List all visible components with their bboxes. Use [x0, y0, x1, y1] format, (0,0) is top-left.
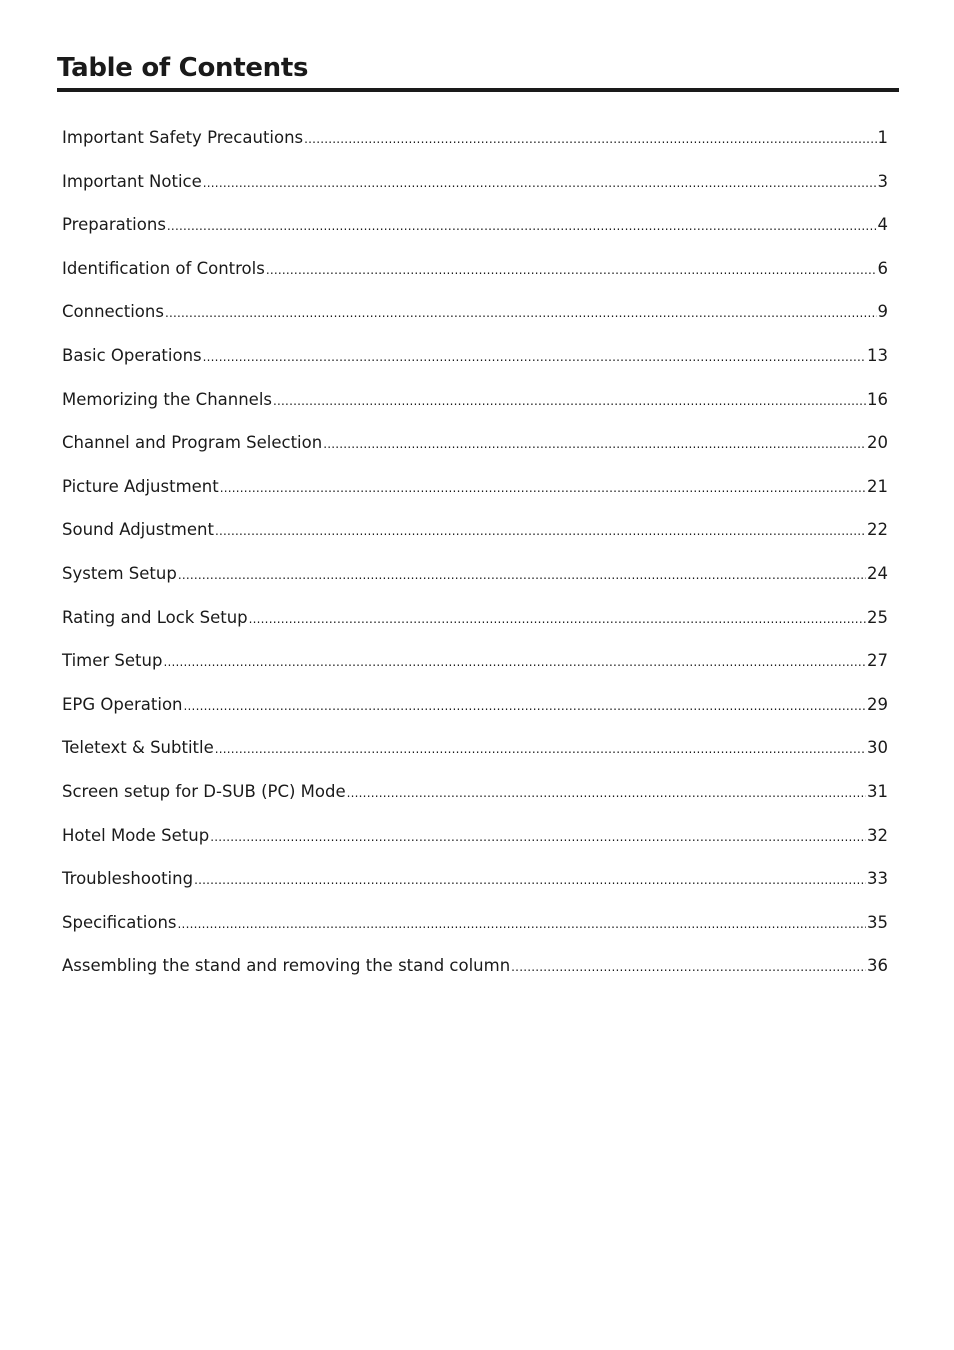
toc-entry-label: Basic Operations [62, 345, 202, 365]
toc-entry[interactable] [62, 607, 888, 651]
toc-entry[interactable] [62, 781, 888, 825]
toc-leader [220, 477, 866, 499]
toc-entry-page: 16 [867, 389, 888, 409]
toc-entry-label: Preparations [62, 215, 166, 235]
toc-entry-label: Picture Adjustment [62, 476, 219, 496]
toc-leader [215, 738, 866, 760]
toc-entry-page: 32 [867, 825, 888, 845]
toc-entry-page: 13 [867, 345, 888, 365]
toc-list [62, 127, 888, 999]
toc-entry-page: 3 [877, 171, 888, 191]
toc-leader [184, 695, 866, 717]
toc-entry-label: EPG Operation [62, 694, 183, 714]
toc-entry-label: Important Safety Precautions [62, 128, 304, 147]
toc-entry-label: Hotel Mode Setup [62, 825, 210, 845]
toc-entry-label: Rating and Lock Setup [62, 607, 248, 627]
toc-entry[interactable] [62, 214, 888, 258]
toc-entry-page: 36 [867, 956, 888, 976]
toc-leader [347, 782, 866, 804]
toc-entry-page: 24 [867, 563, 888, 583]
toc-entry[interactable] [62, 127, 888, 171]
toc-entry-label: System Setup [62, 563, 177, 583]
toc-entry[interactable] [62, 258, 888, 302]
toc-leader [210, 826, 866, 848]
toc-entry-label: Connections [62, 302, 164, 322]
toc-entry-page: 1 [877, 128, 888, 147]
toc-entry-label: Timer Setup [62, 651, 163, 671]
toc-entry[interactable] [62, 301, 888, 345]
toc-entry[interactable] [62, 476, 888, 520]
toc-entry-page: 25 [867, 607, 888, 627]
toc-leader [511, 956, 866, 978]
toc-entry[interactable] [62, 912, 888, 956]
toc-entry[interactable] [62, 650, 888, 694]
toc-leader [203, 346, 866, 368]
toc-leader [323, 433, 866, 455]
toc-leader [266, 259, 877, 281]
toc-entry-label: Teletext & Subtitle [62, 738, 214, 758]
toc-leader [194, 869, 866, 891]
toc-leader [304, 128, 876, 150]
toc-entry-label: Sound Adjustment [62, 520, 214, 540]
toc-entry-page: 29 [867, 694, 888, 714]
toc-entry[interactable] [62, 389, 888, 433]
toc-entry-page: 35 [867, 912, 888, 932]
toc-entry[interactable] [62, 868, 888, 912]
toc-entry-label: Troubleshooting [62, 869, 194, 889]
toc-entry-label: Screen setup for D-SUB (PC) Mode [62, 781, 346, 801]
toc-entry-page: 21 [867, 476, 888, 496]
toc-entry-page: 30 [867, 738, 888, 758]
toc-entry-page: 9 [877, 302, 888, 322]
toc-leader [178, 913, 866, 935]
toc-entry-page: 27 [867, 651, 888, 671]
toc-leader [249, 608, 866, 630]
toc-entry-page: 33 [867, 869, 888, 889]
toc-entry[interactable] [62, 737, 888, 781]
title-rule [57, 88, 899, 92]
toc-entry-page: 20 [867, 433, 888, 453]
toc-entry-label: Channel and Program Selection [62, 433, 323, 453]
toc-entry[interactable] [62, 432, 888, 476]
toc-entry-label: Identification of Controls [62, 258, 265, 278]
toc-entry-page: 6 [877, 258, 888, 278]
toc-leader [203, 172, 877, 194]
toc-leader [165, 302, 877, 324]
toc-entry[interactable] [62, 345, 888, 389]
toc-entry-page: 22 [867, 520, 888, 540]
toc-entry[interactable] [62, 563, 888, 607]
toc-entry[interactable] [62, 955, 888, 999]
page-title: Table of Contents [57, 53, 309, 83]
toc-entry-label: Specifications [62, 912, 177, 932]
toc-entry-page: 31 [867, 781, 888, 801]
toc-leader [163, 651, 866, 673]
toc-entry-page: 4 [877, 215, 888, 235]
toc-entry-label: Memorizing the Channels [62, 389, 273, 409]
toc-entry[interactable] [62, 825, 888, 869]
toc-entry[interactable] [62, 694, 888, 738]
toc-entry-label: Important Notice [62, 171, 202, 191]
toc-leader [167, 215, 877, 237]
toc-entry[interactable] [62, 519, 888, 563]
toc-leader [273, 390, 866, 412]
toc-leader [215, 520, 866, 542]
toc-leader [178, 564, 866, 586]
toc-entry-label: Assembling the stand and removing the stand column [62, 956, 511, 976]
toc-entry[interactable] [62, 171, 888, 215]
